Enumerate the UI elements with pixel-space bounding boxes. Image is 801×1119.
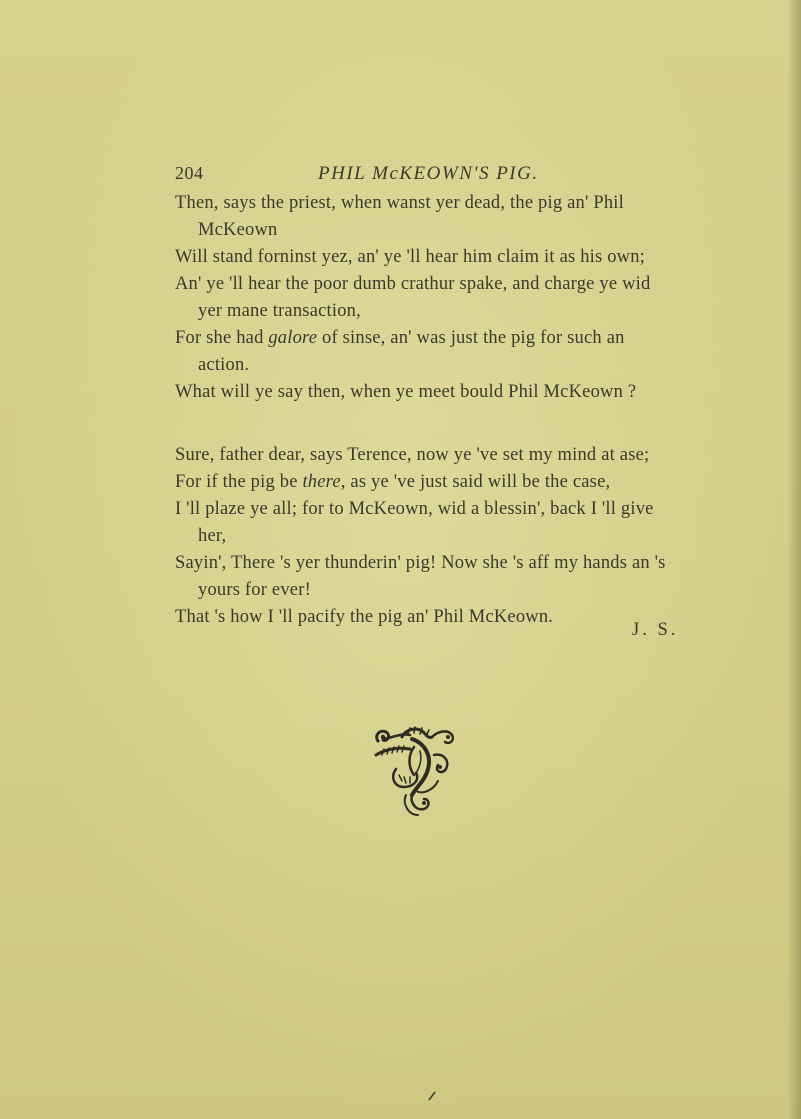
verse-line	[175, 190, 715, 244]
verse-text-start: For she had	[175, 328, 269, 348]
verse-text: Will stand forninst yez, an' ye 'll hear him claim it as his own;	[175, 247, 646, 267]
verse-text: That 's how I 'll pacify the pig an' Phil McKeown.	[175, 607, 554, 627]
italic-word: galore	[268, 328, 318, 348]
verse-text: Sayin', There 's yer thunderin' pig! Now she 's aff my hands an 's	[175, 553, 666, 573]
page-edge-shadow	[787, 0, 801, 1119]
verse-text: Sure, father dear, says Terence, now ye 've set my mind at ase;	[175, 445, 650, 465]
verse-text: What will ye say then, when ye meet bould Phil McKeown ?	[175, 382, 637, 402]
verse-text-end: as ye 've just said will be the case,	[345, 472, 611, 492]
verse-text-start: For if the pig be	[175, 472, 303, 492]
verse-text: An' ye 'll hear the poor dumb crathur spake, and charge ye wid	[175, 274, 651, 294]
verse-continuation: her,	[198, 526, 227, 546]
poem-stanza-2	[175, 442, 715, 631]
verse-text: I 'll plaze ye all; for to McKeown, wid a blessin', back I 'll give	[175, 499, 654, 519]
verse-continuation: yer mane transaction,	[198, 301, 361, 321]
page-header	[175, 163, 695, 193]
verse-text-end: of sinse, an' was just the pig for such an	[317, 328, 625, 348]
verse-continuation: action.	[198, 355, 250, 375]
verse-continuation: yours for ever!	[198, 580, 311, 600]
verse-line	[175, 244, 715, 271]
margin-mark	[428, 1088, 436, 1098]
verse-line	[175, 469, 715, 496]
author-signature: J. S.	[632, 620, 679, 640]
verse-line	[175, 550, 715, 604]
italic-word: there,	[302, 472, 346, 492]
verse-line	[175, 496, 715, 550]
verse-line	[175, 379, 715, 406]
verse-line	[175, 271, 715, 325]
poem-stanza-1	[175, 190, 715, 406]
verse-line	[175, 325, 715, 379]
verse-line	[175, 442, 715, 469]
scroll-ornament-icon	[372, 725, 456, 819]
verse-continuation: McKeown	[198, 220, 278, 240]
verse-text: Then, says the priest, when wanst yer dead, the pig an' Phil	[175, 193, 624, 213]
page-number: 204	[175, 163, 204, 183]
running-head: PHIL McKEOWN'S PIG.	[318, 163, 539, 184]
